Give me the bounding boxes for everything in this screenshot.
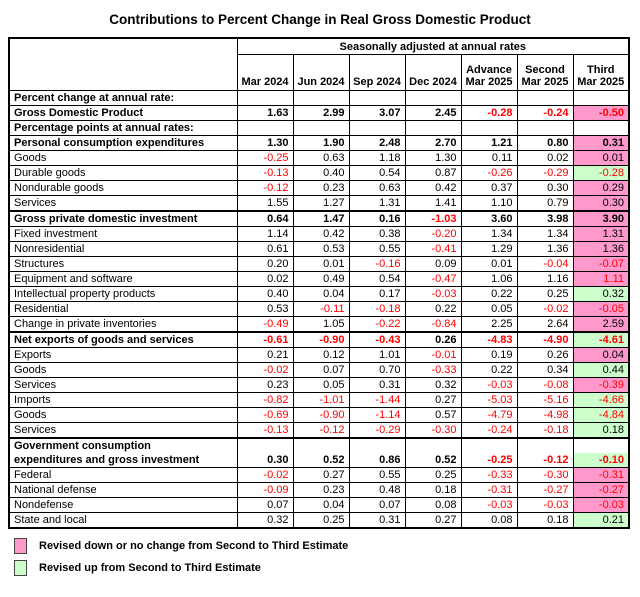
row-label: Intellectual property products: [9, 287, 237, 302]
value-cell: 0.11: [461, 151, 517, 166]
value-cell: -0.26: [461, 166, 517, 181]
value-cell: 0.01: [293, 257, 349, 272]
value-cell: 1.21: [461, 136, 517, 151]
value-cell: 0.12: [293, 348, 349, 363]
value-cell: 0.31: [349, 378, 405, 393]
row-label: National defense: [9, 483, 237, 498]
value-cell: 2.25: [461, 317, 517, 333]
value-cell: -1.03: [405, 211, 461, 227]
value-cell: 0.23: [293, 181, 349, 196]
column-header-third-mar2025: Third Mar 2025: [573, 55, 629, 91]
row-label: Change in private inventories: [9, 317, 237, 333]
table-row: [9, 272, 629, 287]
row-label: Services: [9, 378, 237, 393]
value-cell: [349, 438, 405, 453]
value-cell: -0.13: [237, 423, 293, 439]
value-cell: 0.18: [573, 423, 629, 439]
value-cell: 0.54: [349, 166, 405, 181]
row-label: Imports: [9, 393, 237, 408]
value-cell: 0.49: [293, 272, 349, 287]
corner-cell: [9, 38, 237, 91]
green-swatch-icon: [14, 560, 27, 576]
value-cell: 1.27: [293, 196, 349, 212]
table-row: [9, 453, 629, 468]
value-cell: 2.48: [349, 136, 405, 151]
value-cell: 2.59: [573, 317, 629, 333]
value-cell: -0.41: [405, 242, 461, 257]
value-cell: -0.12: [237, 181, 293, 196]
value-cell: -4.83: [461, 332, 517, 348]
value-cell: 0.29: [573, 181, 629, 196]
value-cell: -0.02: [237, 363, 293, 378]
value-cell: -0.27: [573, 483, 629, 498]
value-cell: [461, 121, 517, 136]
value-cell: -0.03: [461, 378, 517, 393]
value-cell: -5.03: [461, 393, 517, 408]
value-cell: 0.22: [461, 287, 517, 302]
value-cell: 0.40: [237, 287, 293, 302]
table-row: [9, 348, 629, 363]
table-row: [9, 242, 629, 257]
value-cell: -1.01: [293, 393, 349, 408]
value-cell: -0.16: [349, 257, 405, 272]
legend: [14, 538, 640, 576]
value-cell: 1.30: [237, 136, 293, 151]
value-cell: [405, 91, 461, 106]
value-cell: 3.98: [517, 211, 573, 227]
value-cell: -0.01: [405, 348, 461, 363]
value-cell: 0.42: [405, 181, 461, 196]
value-cell: -0.03: [461, 498, 517, 513]
value-cell: -0.31: [573, 468, 629, 483]
table-row: [9, 181, 629, 196]
value-cell: 0.27: [405, 513, 461, 529]
value-cell: 0.23: [293, 483, 349, 498]
table-row: [9, 91, 629, 106]
value-cell: 0.07: [349, 498, 405, 513]
value-cell: 0.44: [573, 363, 629, 378]
value-cell: -0.28: [461, 106, 517, 121]
column-header-jun2024: Jun 2024: [293, 55, 349, 91]
value-cell: 0.53: [237, 302, 293, 317]
column-header-advance-mar2025: Advance Mar 2025: [461, 55, 517, 91]
value-cell: [237, 121, 293, 136]
value-cell: -5.16: [517, 393, 573, 408]
table-body: [9, 91, 629, 529]
value-cell: 1.06: [461, 272, 517, 287]
value-cell: 0.04: [293, 287, 349, 302]
column-header-second-mar2025: Second Mar 2025: [517, 55, 573, 91]
row-label: Nondefense: [9, 498, 237, 513]
value-cell: -0.90: [293, 332, 349, 348]
value-cell: 0.38: [349, 227, 405, 242]
value-cell: [237, 91, 293, 106]
table-row: [9, 332, 629, 348]
value-cell: 1.55: [237, 196, 293, 212]
value-cell: -0.31: [461, 483, 517, 498]
value-cell: 0.16: [349, 211, 405, 227]
value-cell: 0.04: [293, 498, 349, 513]
table-row: [9, 211, 629, 227]
row-label: Federal: [9, 468, 237, 483]
table-row: [9, 513, 629, 529]
value-cell: -0.90: [293, 408, 349, 423]
value-cell: -0.27: [517, 483, 573, 498]
value-cell: -0.11: [293, 302, 349, 317]
value-cell: 1.31: [573, 227, 629, 242]
value-cell: -0.07: [573, 257, 629, 272]
value-cell: 1.41: [405, 196, 461, 212]
value-cell: -4.98: [517, 408, 573, 423]
value-cell: -0.47: [405, 272, 461, 287]
row-label: Nonresidential: [9, 242, 237, 257]
column-header-dec2024: Dec 2024: [405, 55, 461, 91]
row-label: Nondurable goods: [9, 181, 237, 196]
page-title: Contributions to Percent Change in Real Gross Domestic Product: [109, 12, 531, 27]
value-cell: 3.90: [573, 211, 629, 227]
value-cell: [237, 438, 293, 453]
row-label: Structures: [9, 257, 237, 272]
value-cell: 0.55: [349, 468, 405, 483]
value-cell: -0.49: [237, 317, 293, 333]
value-cell: 0.32: [237, 513, 293, 529]
value-cell: 0.01: [461, 257, 517, 272]
value-cell: 0.34: [517, 363, 573, 378]
table-row: [9, 302, 629, 317]
value-cell: 0.21: [573, 513, 629, 529]
value-cell: 0.27: [405, 393, 461, 408]
row-label: Gross private domestic investment: [9, 211, 237, 227]
value-cell: -4.79: [461, 408, 517, 423]
value-cell: 0.42: [293, 227, 349, 242]
value-cell: 0.54: [349, 272, 405, 287]
value-cell: -0.28: [573, 166, 629, 181]
value-cell: [517, 438, 573, 453]
value-cell: 0.05: [461, 302, 517, 317]
table-row: [9, 166, 629, 181]
value-cell: -0.61: [237, 332, 293, 348]
value-cell: 1.34: [461, 227, 517, 242]
value-cell: 1.29: [461, 242, 517, 257]
value-cell: -0.22: [349, 317, 405, 333]
value-cell: 0.08: [461, 513, 517, 529]
spanner-row: [9, 38, 629, 55]
value-cell: -0.03: [573, 498, 629, 513]
value-cell: -0.03: [405, 287, 461, 302]
value-cell: 0.26: [405, 332, 461, 348]
value-cell: [461, 438, 517, 453]
value-cell: -0.18: [349, 302, 405, 317]
value-cell: 0.55: [349, 242, 405, 257]
row-label: Residential: [9, 302, 237, 317]
value-cell: -0.24: [461, 423, 517, 439]
row-label: Goods: [9, 408, 237, 423]
value-cell: 1.90: [293, 136, 349, 151]
value-cell: -0.30: [517, 468, 573, 483]
row-label: expenditures and gross investment: [9, 453, 237, 468]
row-label: Fixed investment: [9, 227, 237, 242]
value-cell: 0.25: [293, 513, 349, 529]
table-row: [9, 227, 629, 242]
row-label: Goods: [9, 151, 237, 166]
value-cell: 1.31: [349, 196, 405, 212]
value-cell: -0.50: [573, 106, 629, 121]
value-cell: -0.30: [405, 423, 461, 439]
value-cell: 0.18: [517, 513, 573, 529]
value-cell: 0.80: [517, 136, 573, 151]
value-cell: -0.33: [461, 468, 517, 483]
value-cell: 0.19: [461, 348, 517, 363]
table-row: [9, 106, 629, 121]
value-cell: 0.61: [237, 242, 293, 257]
value-cell: -0.12: [517, 453, 573, 468]
value-cell: -0.12: [293, 423, 349, 439]
value-cell: [293, 121, 349, 136]
table-row: [9, 151, 629, 166]
value-cell: 0.05: [293, 378, 349, 393]
value-cell: 3.07: [349, 106, 405, 121]
value-cell: -0.10: [573, 453, 629, 468]
value-cell: -0.09: [237, 483, 293, 498]
row-label: Gross Domestic Product: [9, 106, 237, 121]
pink-swatch-icon: [14, 538, 27, 554]
value-cell: 0.26: [517, 348, 573, 363]
value-cell: 0.31: [573, 136, 629, 151]
value-cell: 1.36: [517, 242, 573, 257]
value-cell: 0.23: [237, 378, 293, 393]
row-label: Goods: [9, 363, 237, 378]
value-cell: -0.43: [349, 332, 405, 348]
table-row: [9, 483, 629, 498]
table-row: [9, 121, 629, 136]
value-cell: -1.44: [349, 393, 405, 408]
value-cell: 0.53: [293, 242, 349, 257]
value-cell: -0.29: [517, 166, 573, 181]
table-row: [9, 287, 629, 302]
value-cell: 0.17: [349, 287, 405, 302]
value-cell: 0.04: [573, 348, 629, 363]
value-cell: 2.70: [405, 136, 461, 151]
value-cell: 0.02: [237, 272, 293, 287]
value-cell: -0.03: [517, 498, 573, 513]
value-cell: [405, 438, 461, 453]
value-cell: 0.86: [349, 453, 405, 468]
value-cell: -0.39: [573, 378, 629, 393]
table-row: [9, 498, 629, 513]
value-cell: -4.66: [573, 393, 629, 408]
value-cell: 1.16: [517, 272, 573, 287]
value-cell: 1.01: [349, 348, 405, 363]
value-cell: 1.05: [293, 317, 349, 333]
value-cell: 0.07: [293, 363, 349, 378]
value-cell: 0.30: [573, 196, 629, 212]
value-cell: 0.32: [405, 378, 461, 393]
value-cell: 0.70: [349, 363, 405, 378]
value-cell: 1.34: [517, 227, 573, 242]
value-cell: 2.64: [517, 317, 573, 333]
value-cell: 0.27: [293, 468, 349, 483]
value-cell: 2.45: [405, 106, 461, 121]
table-row: [9, 196, 629, 212]
value-cell: 0.09: [405, 257, 461, 272]
value-cell: 1.10: [461, 196, 517, 212]
value-cell: -0.29: [349, 423, 405, 439]
value-cell: -0.08: [517, 378, 573, 393]
value-cell: -0.82: [237, 393, 293, 408]
table-row: [9, 257, 629, 272]
value-cell: 0.07: [237, 498, 293, 513]
value-cell: 2.99: [293, 106, 349, 121]
value-cell: [349, 91, 405, 106]
value-cell: 1.11: [573, 272, 629, 287]
value-cell: -1.14: [349, 408, 405, 423]
value-cell: -0.18: [517, 423, 573, 439]
value-cell: [293, 438, 349, 453]
value-cell: [293, 91, 349, 106]
value-cell: 0.63: [349, 181, 405, 196]
value-cell: 0.40: [293, 166, 349, 181]
legend-item-revised-up: [14, 560, 640, 576]
value-cell: -4.61: [573, 332, 629, 348]
spanner-header: Seasonally adjusted at annual rates: [237, 38, 629, 55]
value-cell: 1.36: [573, 242, 629, 257]
value-cell: 0.22: [405, 302, 461, 317]
row-label: Services: [9, 196, 237, 212]
column-header-mar2024: Mar 2024: [237, 55, 293, 91]
value-cell: 0.22: [461, 363, 517, 378]
value-cell: 0.63: [293, 151, 349, 166]
value-cell: -0.13: [237, 166, 293, 181]
value-cell: [405, 121, 461, 136]
value-cell: 0.02: [517, 151, 573, 166]
value-cell: -0.33: [405, 363, 461, 378]
column-header-sep2024: Sep 2024: [349, 55, 405, 91]
table-row: [9, 136, 629, 151]
legend-text-revised-up: Revised up from Second to Third Estimate: [39, 562, 261, 574]
value-cell: -0.25: [237, 151, 293, 166]
value-cell: -0.04: [517, 257, 573, 272]
legend-text-revised-down: Revised down or no change from Second to Third Estimate: [39, 540, 349, 552]
value-cell: -0.02: [237, 468, 293, 483]
table-row: [9, 408, 629, 423]
value-cell: 0.25: [517, 287, 573, 302]
value-cell: 0.08: [405, 498, 461, 513]
value-cell: [573, 438, 629, 453]
value-cell: 0.79: [517, 196, 573, 212]
value-cell: 0.52: [405, 453, 461, 468]
value-cell: 0.31: [349, 513, 405, 529]
value-cell: 1.18: [349, 151, 405, 166]
value-cell: -4.90: [517, 332, 573, 348]
value-cell: 0.64: [237, 211, 293, 227]
value-cell: -0.02: [517, 302, 573, 317]
row-label: Services: [9, 423, 237, 439]
table-row: [9, 317, 629, 333]
row-label: Exports: [9, 348, 237, 363]
value-cell: 0.52: [293, 453, 349, 468]
value-cell: 0.21: [237, 348, 293, 363]
value-cell: 0.30: [517, 181, 573, 196]
value-cell: -0.84: [405, 317, 461, 333]
value-cell: [461, 91, 517, 106]
row-label: State and local: [9, 513, 237, 529]
value-cell: 0.25: [405, 468, 461, 483]
table-row: [9, 393, 629, 408]
value-cell: 0.20: [237, 257, 293, 272]
value-cell: -4.84: [573, 408, 629, 423]
value-cell: 0.30: [237, 453, 293, 468]
table-row: [9, 363, 629, 378]
value-cell: [573, 121, 629, 136]
row-label: Durable goods: [9, 166, 237, 181]
row-label: Personal consumption expenditures: [9, 136, 237, 151]
value-cell: 0.01: [573, 151, 629, 166]
value-cell: -0.24: [517, 106, 573, 121]
row-label: Net exports of goods and services: [9, 332, 237, 348]
value-cell: 0.87: [405, 166, 461, 181]
value-cell: 0.18: [405, 483, 461, 498]
value-cell: 1.14: [237, 227, 293, 242]
value-cell: [517, 91, 573, 106]
row-label: Percentage points at annual rates:: [9, 121, 237, 136]
value-cell: 3.60: [461, 211, 517, 227]
value-cell: -0.25: [461, 453, 517, 468]
value-cell: 0.57: [405, 408, 461, 423]
table-row: [9, 438, 629, 453]
row-label: Percent change at annual rate:: [9, 91, 237, 106]
table-row: [9, 423, 629, 439]
value-cell: [349, 121, 405, 136]
value-cell: 1.63: [237, 106, 293, 121]
value-cell: 0.48: [349, 483, 405, 498]
value-cell: 0.37: [461, 181, 517, 196]
value-cell: 1.30: [405, 151, 461, 166]
value-cell: -0.69: [237, 408, 293, 423]
row-label: Government consumption: [9, 438, 237, 453]
value-cell: -0.20: [405, 227, 461, 242]
value-cell: -0.05: [573, 302, 629, 317]
value-cell: 1.47: [293, 211, 349, 227]
value-cell: [517, 121, 573, 136]
gdp-contributions-table: [8, 37, 630, 529]
value-cell: [573, 91, 629, 106]
legend-item-revised-down: [14, 538, 640, 554]
row-label: Equipment and software: [9, 272, 237, 287]
value-cell: 0.32: [573, 287, 629, 302]
table-row: [9, 378, 629, 393]
table-row: [9, 468, 629, 483]
